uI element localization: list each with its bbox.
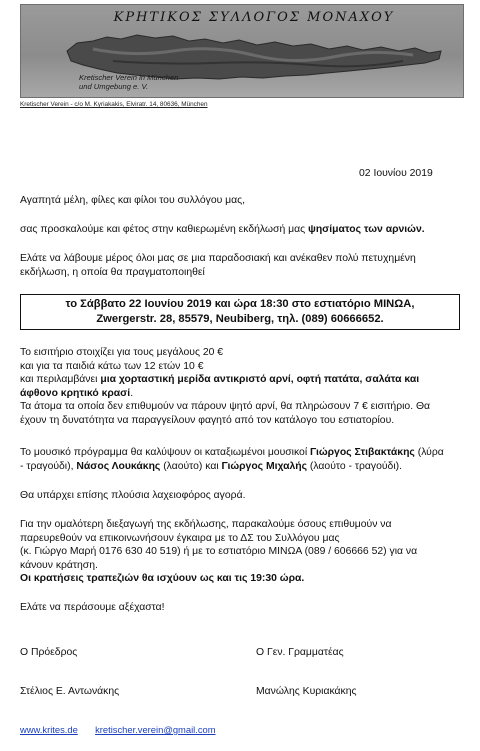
invitation-paragraph	[20, 223, 462, 237]
text-line: κάνουν κράτηση.	[20, 559, 98, 571]
header-banner	[20, 4, 464, 98]
text-span: και περιλαμβάνει	[20, 374, 101, 386]
text-span: (λαούτο) και	[160, 460, 222, 472]
text-line	[20, 446, 462, 460]
text-bold: μια χορταστική μερίδα αντικριστό αρνί, οφτή πατάτα, σαλάτα και	[100, 374, 420, 386]
email-link[interactable]: kretischer.verein@gmail.com	[95, 724, 216, 735]
text-line: και για τα παιδιά κάτω των 12 ετών 10 €	[20, 360, 204, 372]
text-line	[20, 460, 462, 474]
text-line: έχουν τη δυνατότητα να παραγγείλουν φαγητό από τον κατάλογο του εστιατορίου.	[20, 414, 395, 426]
secretary-name: Μανώλης Κυριακάκης	[256, 686, 357, 697]
text-line: Το εισιτήριο στοιχίζει για τους μεγάλους 20 €	[20, 347, 224, 358]
musician-name: Νάσος Λουκάκης	[76, 460, 161, 472]
musician-name: Γιώργος Μιχαλής	[221, 460, 308, 472]
music-paragraph	[20, 446, 462, 473]
footer-links	[20, 723, 216, 737]
come-paragraph	[20, 252, 462, 279]
text-span: (λύρα	[414, 447, 444, 458]
text-span: .	[130, 387, 134, 399]
text-span: Το μουσικό πρόγραμμα θα καλύψουν οι καταξιωμένοι μουσικοί	[20, 447, 311, 458]
reservation-note: Οι κρατήσεις τραπεζιών θα ισχύουν ως και τις 19:30 ώρα.	[20, 573, 305, 585]
closing-line: Ελάτε να περάσουμε αξέχαστα!	[20, 602, 165, 613]
event-details-box	[20, 294, 460, 330]
musician-name: Γιώργος Στιβακτάκης	[310, 447, 415, 458]
event-line: Zwergerstr. 28, 85579, Neubiberg, τηλ. (089) 60666652.	[96, 313, 384, 325]
organize-paragraph	[20, 518, 462, 586]
letter-date: 02 Ιουνίου 2019	[359, 168, 433, 179]
text-line: παρευρεθούν να επικοινωνήσουν έγκαιρα με το ΔΣ του Συλλόγου μας	[20, 532, 340, 544]
president-title: Ο Πρόεδρος	[20, 647, 78, 658]
tickets-paragraph	[20, 346, 462, 428]
website-link[interactable]: www.krites.de	[20, 724, 78, 735]
text-span: - τραγούδι),	[20, 460, 77, 472]
text-line: (κ. Γιώργο Μαρή 0176 630 40 519) ή με το εστιατόριο ΜΙΝΩΑ (089 / 606666 52) για να	[20, 546, 418, 558]
greeting: Αγαπητά μέλη, φίλες και φίλοι του συλλόγου μας,	[20, 195, 246, 206]
text-line	[20, 387, 462, 401]
text-line	[20, 373, 462, 387]
lottery-paragraph: Θα υπάρχει επίσης πλούσια λαχειοφόρος αγορά.	[20, 490, 246, 501]
text-bold: άφθονο κρητικό κρασί	[20, 387, 131, 399]
text-line: Τα άτομα τα οποία δεν επιθυμούν να πάρουν ψητό αρνί, θα πληρώσουν 7 € εισιτήριο. Θα	[20, 401, 431, 413]
text-line: Ελάτε να λάβουμε μέρος όλοι μας σε μια παραδοσιακή και ανέκαθεν πολύ πετυχημένη	[20, 253, 416, 264]
banner-title: ΚΡΗΤΙΚΟΣ ΣΥΛΛΟΓΟΣ ΜΟΝΑΧΟΥ	[113, 10, 395, 25]
president-name: Στέλιος Ε. Αντωνάκης	[20, 686, 120, 697]
event-line: το Σάββατο 22 Ιουνίου 2019 και ώρα 18:30 στο εστιατόριο ΜΙΝΩΑ,	[65, 298, 415, 310]
banner-subtitle-line: Kretischer Verein in München	[79, 73, 179, 82]
invite-text: σας προσκαλούμε και φέτος στην καθιερωμένη εκδήλωσή μας	[20, 224, 308, 235]
secretary-title: Ο Γεν. Γραμματέας	[256, 647, 344, 658]
banner-subtitle	[79, 73, 178, 92]
invite-bold: ψησίματος των αρνιών.	[308, 224, 425, 235]
text-span: (λαούτο - τραγούδι).	[307, 460, 402, 472]
text-line: Για την ομαλότερη διεξαγωγή της εκδήλωσης, παρακαλούμε όσους επιθυμούν να	[20, 519, 392, 530]
text-line: εκδήλωση, η οποία θα πραγματοποιηθεί	[20, 266, 205, 278]
sender-address: Kretischer Verein - c/o M. Kyriakakis, Elviratr. 14, 80636, München	[20, 101, 208, 108]
banner-subtitle-line: und Umgebung e. V.	[79, 82, 149, 92]
